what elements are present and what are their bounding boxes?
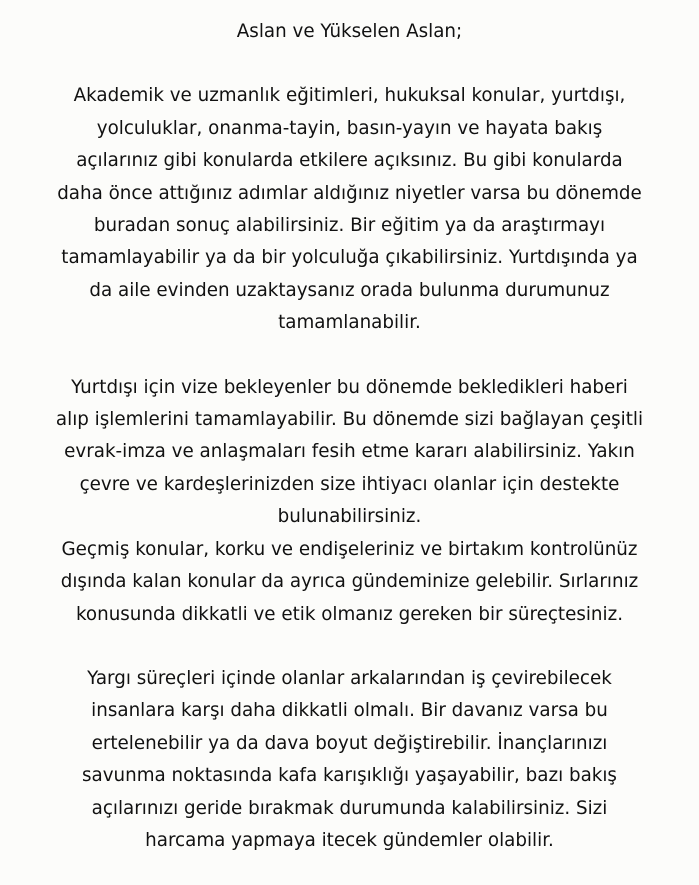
text-line: Akademik ve uzmanlık eğitimleri, hukuksal konular, yurtdışı, (73, 85, 626, 107)
document-title: Aslan ve Yükselen Aslan; (236, 21, 463, 42)
text-line: buradan sonuç alabilirsiniz. Bir eğitim ya da araştırmayı (93, 215, 606, 237)
text-line: yolculuklar, onanma-tayin, basın-yayın ve hayata bakış (96, 117, 603, 139)
text-line: dışında kalan konular da ayrıca gündeminize gelebilir. Sırlarınız (60, 571, 639, 593)
text-line: Geçmiş konular, korku ve endişeleriniz ve birtakım kontrolünüz (61, 538, 638, 560)
text-line: Yurtdışı için vize bekleyenler bu dönemde bekledikleri haberi (71, 376, 628, 398)
text-line: tamamlayabilir ya da bir yolculuğa çıkabilirsiniz. Yurtdışında ya (61, 247, 638, 269)
text-line: evrak-imza ve anlaşmaları fesih etme kararı alabilirsiniz. Yakın (64, 441, 635, 463)
text-line: da aile evinden uzaktaysanız orada bulunma durumunuz (89, 279, 610, 301)
text-line: ertelenebilir ya da dava boyut değiştirebilir. İnançlarınızı (91, 732, 608, 754)
text-line: alıp işlemlerini tamamlayabilir. Bu dönemde sizi bağlayan çeşitli (55, 409, 644, 431)
text-line: daha önce attığınız adımlar aldığınız niyetler varsa bu dönemde (57, 182, 642, 204)
paragraph-legal-matters (30, 663, 669, 857)
paragraph-past-issues (30, 534, 669, 631)
text-line: savunma noktasında kafa karışıklığı yaşayabilir, bazı bakış (82, 765, 617, 787)
text-line: açılarınız gibi konularda etkilere açıksınız. Bu gibi konularda (76, 150, 623, 172)
text-line: Yargı süreçleri içinde olanlar arkalarından iş çevirebilecek (87, 667, 612, 689)
text-line: harcama yapmaya itecek gündemler olabilir. (145, 829, 554, 851)
text-line: insanlara karşı daha dikkatli olmalı. Bir davanız varsa bu (91, 700, 608, 722)
paragraph-visa-agreements (30, 372, 669, 534)
text-line: tamamlanabilir. (278, 312, 421, 334)
text-line: açılarınızı geride bırakmak durumunda kalabilirsiniz. Sizi (91, 797, 608, 819)
paragraph-education-travel (30, 80, 669, 339)
text-line: bulunabilirsiniz. (277, 506, 422, 528)
text-line: çevre ve kardeşlerinizden size ihtiyacı olanlar için destekte (79, 473, 620, 495)
text-line: konusunda dikkatli ve etik olmanız gereken bir süreçtesiniz. (75, 603, 624, 625)
